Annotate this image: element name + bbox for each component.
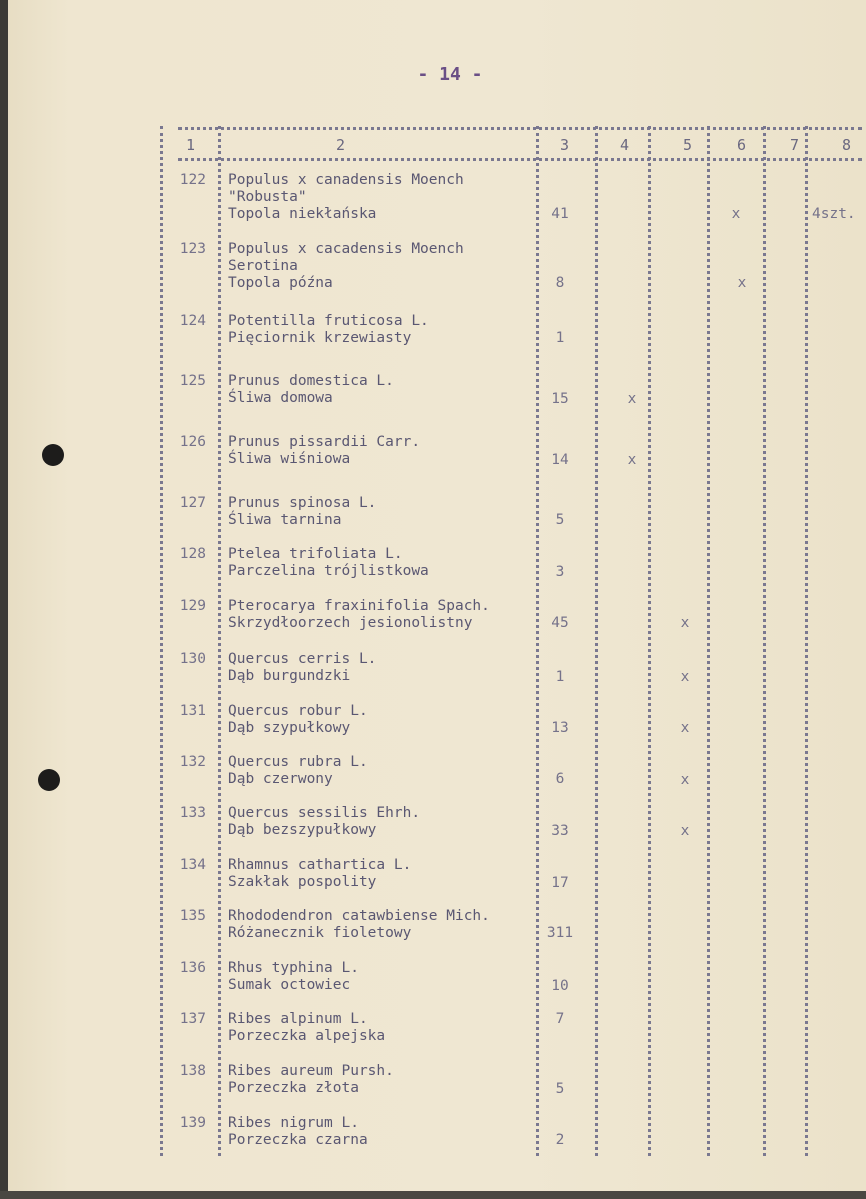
mark-col5: x [680, 772, 690, 788]
latin-name: Rhamnus cathartica L. [228, 857, 412, 873]
quantity: 5 [555, 1081, 565, 1097]
latin-name: Rhus typhina L. [228, 960, 359, 976]
row-number: 126 [179, 434, 206, 450]
quantity: 8 [555, 275, 565, 291]
latin-name: Ribes alpinum L. [228, 1011, 368, 1027]
polish-name: Topola późna [228, 275, 333, 291]
quantity: 2 [555, 1132, 565, 1148]
polish-name: Pięciornik krzewiasty [228, 330, 412, 346]
row-number: 135 [179, 908, 206, 924]
polish-name: Topola niekłańska [228, 206, 377, 222]
latin-name: Quercus rubra L. [228, 754, 368, 770]
note-col8: 4szt. [812, 206, 856, 222]
row-number: 129 [179, 598, 206, 614]
quantity: 41 [551, 206, 569, 222]
latin-name: Prunus pissardii Carr. [228, 434, 421, 450]
variety-name: "Robusta" [228, 189, 307, 205]
column-header-3: 3 [560, 136, 570, 154]
mark-col4: x [627, 391, 637, 407]
row-number: 127 [179, 495, 206, 511]
column-rule [763, 126, 766, 1156]
row-number: 138 [179, 1063, 206, 1079]
column-header-1: 1 [186, 136, 196, 154]
quantity: 10 [551, 978, 569, 994]
column-rule [648, 126, 651, 1156]
row-number: 124 [179, 313, 206, 329]
column-rule [707, 126, 710, 1156]
variety-name: Serotina [228, 258, 298, 274]
latin-name: Ribes nigrum L. [228, 1115, 359, 1131]
mark-col6: x [731, 206, 741, 222]
latin-name: Prunus spinosa L. [228, 495, 377, 511]
column-header-6: 6 [737, 136, 747, 154]
quantity: 14 [551, 452, 569, 468]
quantity: 3 [555, 564, 565, 580]
mark-col4: x [627, 452, 637, 468]
row-number: 133 [179, 805, 206, 821]
latin-name: Prunus domestica L. [228, 373, 394, 389]
latin-name: Quercus cerris L. [228, 651, 377, 667]
table-top-rule [178, 127, 862, 130]
latin-name: Populus x canadensis Moench [228, 172, 464, 188]
polish-name: Dąb bezszypułkowy [228, 822, 377, 838]
latin-name: Potentilla fruticosa L. [228, 313, 429, 329]
polish-name: Szakłak pospolity [228, 874, 377, 890]
row-number: 134 [179, 857, 206, 873]
quantity: 17 [551, 875, 569, 891]
quantity: 1 [555, 330, 565, 346]
polish-name: Sumak octowiec [228, 977, 351, 993]
latin-name: Populus x cacadensis Moench [228, 241, 464, 257]
mark-col5: x [680, 615, 690, 631]
quantity: 13 [551, 720, 569, 736]
quantity: 45 [551, 615, 569, 631]
polish-name: Dąb burgundzki [228, 668, 351, 684]
column-rule [218, 126, 221, 1156]
row-number: 122 [179, 172, 206, 188]
scan-edge-bottom [0, 1191, 866, 1199]
mark-col5: x [680, 669, 690, 685]
polish-name: Porzeczka złota [228, 1080, 359, 1096]
polish-name: Śliwa wiśniowa [228, 451, 351, 467]
binder-hole-top [42, 444, 64, 466]
column-rule [805, 126, 808, 1156]
polish-name: Śliwa domowa [228, 390, 333, 406]
page-number: - 14 - [417, 64, 483, 85]
polish-name: Śliwa tarnina [228, 512, 342, 528]
binder-hole-bottom [38, 769, 60, 791]
row-number: 128 [179, 546, 206, 562]
quantity: 5 [555, 512, 565, 528]
latin-name: Rhododendron catawbiense Mich. [228, 908, 490, 924]
polish-name: Parczelina trójlistkowa [228, 563, 429, 579]
row-number: 136 [179, 960, 206, 976]
quantity: 6 [555, 771, 565, 787]
column-header-2: 2 [336, 136, 346, 154]
polish-name: Dąb szypułkowy [228, 720, 351, 736]
column-rule [595, 126, 598, 1156]
row-number: 125 [179, 373, 206, 389]
mark-col5: x [680, 823, 690, 839]
latin-name: Quercus robur L. [228, 703, 368, 719]
polish-name: Dąb czerwony [228, 771, 333, 787]
column-header-7: 7 [790, 136, 800, 154]
column-rule [536, 126, 539, 1156]
row-number: 123 [179, 241, 206, 257]
column-header-8: 8 [842, 136, 852, 154]
mark-col6: x [737, 275, 747, 291]
latin-name: Ribes aureum Pursh. [228, 1063, 394, 1079]
mark-col5: x [680, 720, 690, 736]
polish-name: Porzeczka alpejska [228, 1028, 386, 1044]
latin-name: Quercus sessilis Ehrh. [228, 805, 421, 821]
quantity: 15 [551, 391, 569, 407]
latin-name: Pterocarya fraxinifolia Spach. [228, 598, 490, 614]
row-number: 139 [179, 1115, 206, 1131]
row-number: 130 [179, 651, 206, 667]
quantity: 7 [555, 1011, 565, 1027]
column-rule [160, 126, 163, 1156]
scan-edge-left [0, 0, 8, 1199]
polish-name: Różanecznik fioletowy [228, 925, 412, 941]
polish-name: Skrzydłoorzech jesionolistny [228, 615, 473, 631]
latin-name: Ptelea trifoliata L. [228, 546, 403, 562]
column-header-5: 5 [683, 136, 693, 154]
polish-name: Porzeczka czarna [228, 1132, 368, 1148]
column-header-4: 4 [620, 136, 630, 154]
table-header-rule [178, 158, 862, 161]
row-number: 132 [179, 754, 206, 770]
row-number: 137 [179, 1011, 206, 1027]
quantity: 1 [555, 669, 565, 685]
quantity: 33 [551, 823, 569, 839]
quantity: 311 [546, 925, 574, 941]
row-number: 131 [179, 703, 206, 719]
